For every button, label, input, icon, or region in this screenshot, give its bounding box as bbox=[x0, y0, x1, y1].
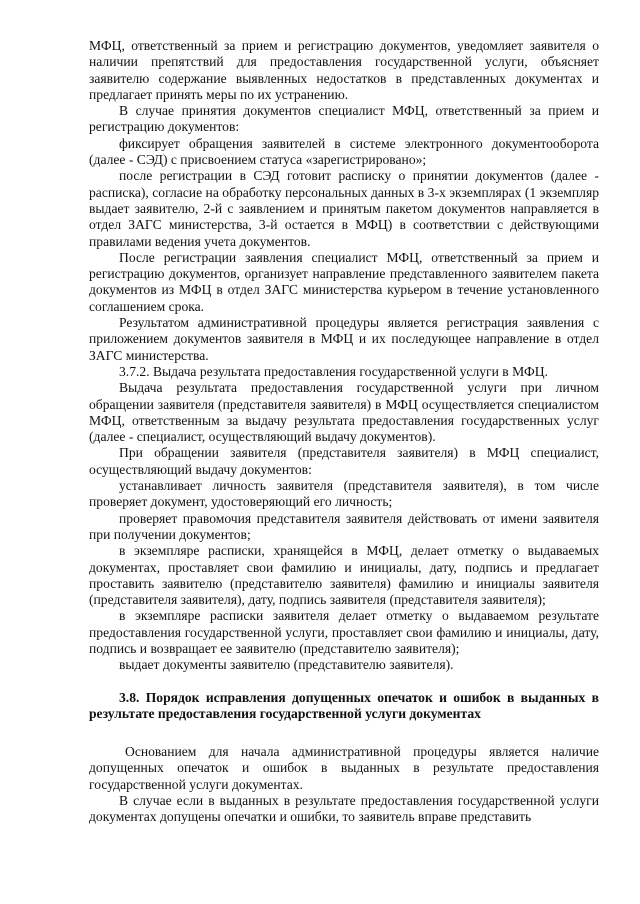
paragraph-issue-documents: выдает документы заявителю (представителю заявителя). bbox=[119, 657, 454, 673]
paragraph-forwarding: После регистрации заявления специалист МФЦ, ответственный за прием и регистрацию документов, организует направление представленного заявителем пакета документов из МФЦ в отдел ЗАГС министерства курьером в течение установленного соглашением срока. bbox=[89, 249, 599, 314]
paragraph-identity-check: устанавливает личность заявителя (представителя заявителя), в том числе проверяет документ, удостоверяющий его личность; bbox=[89, 478, 599, 510]
paragraph-specialist-intro: При обращении заявителя (представителя заявителя) в МФЦ специалист, осуществляющий выдачу документов: bbox=[89, 445, 599, 477]
paragraph-acceptance-intro: В случае принятия документов специалист МФЦ, ответственный за прием и регистрацию документов: bbox=[89, 103, 599, 135]
paragraph-receipt: после регистрации в СЭД готовит расписку о принятии документов (далее - расписка), согласие на обработку персональных данных в 3-х экземплярах (1 экземпляр выдает заявителю, 2-й с заявлением и принятым пакетом документов направляется в отдел ЗАГС министерства, 3-й остается в МФЦ) в соответствии с действующими правилами ведения учета документов. bbox=[89, 168, 599, 249]
paragraph-grounds: Основанием для начала административной процедуры является наличие допущенных опечаток и ошибок в выданных в результате предоставления государственной услуги документах. bbox=[89, 744, 599, 792]
paragraph-errors-case: В случае если в выданных в результате предоставления государственной услуги документах допущены опечатки и ошибки, то заявитель вправе представить bbox=[89, 793, 599, 825]
paragraph-applicant-receipt-copy: в экземпляре расписки заявителя делает отметку о выдаваемом результате предоставления государственной услуги, проставляет свои фамилию и инициалы, дату, подпись и возвращает ее заявителю (представителю заявителя); bbox=[89, 608, 599, 656]
paragraph-authority-check: проверяет правомочия представителя заявителя действовать от имени заявителя при получении документов; bbox=[89, 510, 599, 542]
paragraph-issuance: Выдача результата предоставления государственной услуги при личном обращении заявителя (представителя заявителя) в МФЦ осуществляется специалистом МФЦ, ответственным за выдачу результата предоставления государственных услуг (далее - специалист, осуществляющий выдачу документов). bbox=[89, 380, 599, 445]
paragraph-result: Результатом административной процедуры является регистрация заявления с приложением документов заявителя в МФЦ и их последующее направление в отдел ЗАГС министерства. bbox=[89, 315, 599, 363]
document-page bbox=[89, 38, 599, 826]
section-heading-3-8: 3.8. Порядок исправления допущенных опечаток и ошибок в выданных в результате предоставления государственной услуги документах bbox=[89, 689, 599, 721]
paragraph-subsection-3-7-2: 3.7.2. Выдача результата предоставления государственной услуги в МФЦ. bbox=[119, 363, 548, 379]
paragraph-mfc-receipt-copy: в экземпляре расписки, хранящейся в МФЦ, делает отметку о выдаваемых документах, проставляет свои фамилию и инициалы, дату, подпись и предлагает проставить заявителю (представителю заявителя) фамилию и инициалы заявителя (представителя заявителя), дату, подпись заявителя (представителя заявителя); bbox=[89, 543, 599, 608]
paragraph-fixation: фиксирует обращения заявителей в системе электронного документооборота (далее - СЭД) с присвоением статуса «зарегистрировано»; bbox=[89, 135, 599, 168]
paragraph-mfc-notification: МФЦ, ответственный за прием и регистрацию документов, уведомляет заявителя о наличии препятствий для предоставления государственной услуги, объясняет заявителю содержание выявленных недостатков в представленных документах и предлагает принять меры по их устранению. bbox=[89, 38, 599, 102]
